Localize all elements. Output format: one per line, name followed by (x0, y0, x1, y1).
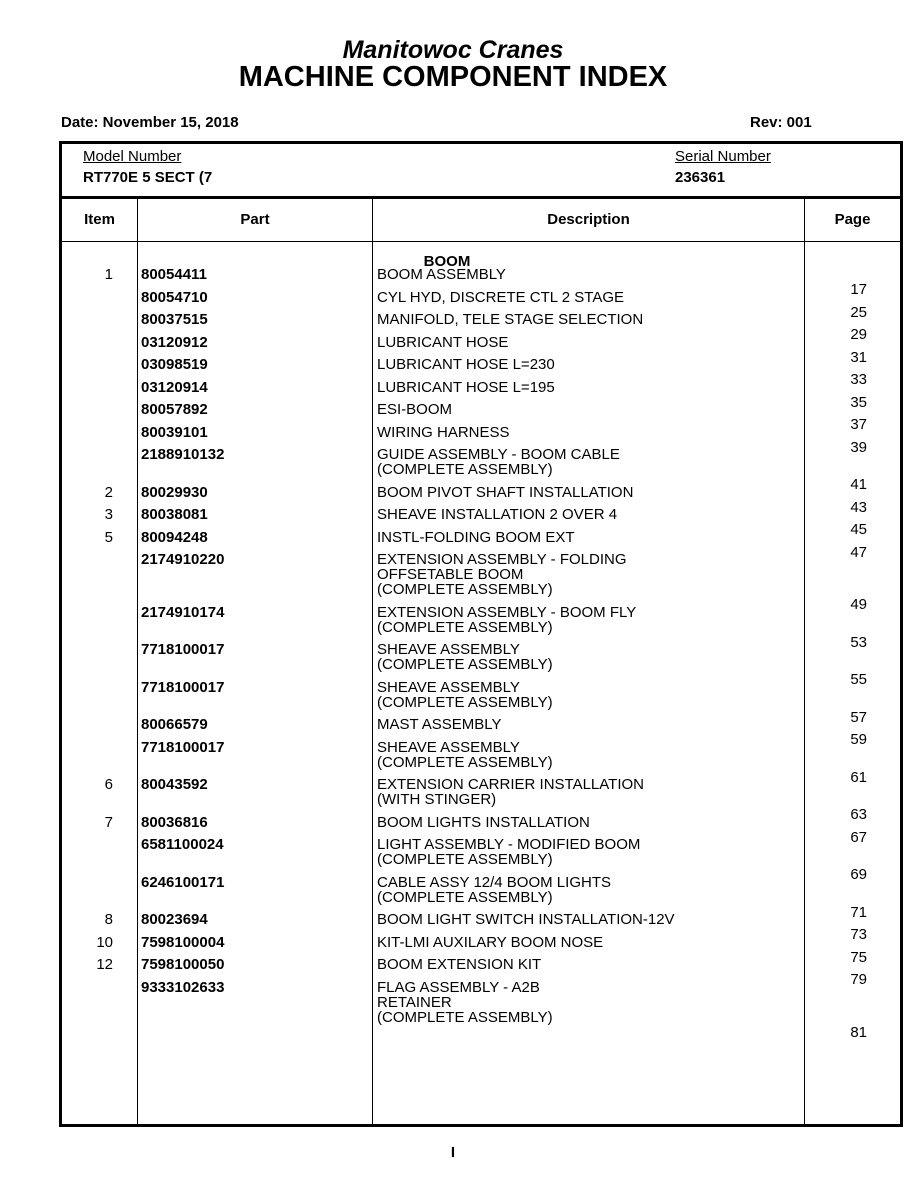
description-line: SHEAVE INSTALLATION 2 OVER 4 (377, 506, 618, 523)
description-line: (COMPLETE ASSEMBLY) (377, 1008, 553, 1026)
part-description (377, 335, 797, 350)
description-line: FLAG ASSEMBLY - A2B (377, 978, 540, 996)
item-number: 1 (104, 266, 113, 283)
part-number: 03098519 (141, 356, 208, 373)
item-number: 8 (104, 911, 113, 928)
part-number: 03120914 (141, 378, 208, 396)
description-line: MANIFOLD, TELE STAGE SELECTION (377, 311, 644, 328)
description-line: (COMPLETE ASSEMBLY) (377, 693, 553, 711)
document-date: Date: November 15, 2018 (61, 114, 239, 131)
item-number: 2 (104, 483, 113, 501)
page-reference: 47 (850, 543, 867, 561)
table-body (62, 266, 900, 1041)
part-description (377, 680, 797, 710)
company-name: Manitowoc Cranes (342, 36, 564, 64)
part-number: 7598100004 (141, 933, 225, 951)
part-description (377, 717, 797, 732)
page-reference: 73 (850, 926, 867, 943)
description-line: KIT-LMI AUXILARY BOOM NOSE (377, 933, 604, 951)
revision-number: Rev: 001 (750, 114, 812, 131)
page-reference: 33 (850, 371, 867, 388)
model-number-label: Model Number (83, 148, 182, 165)
description-line: LUBRICANT HOSE (377, 333, 509, 351)
table-row (62, 641, 900, 688)
description-line: (COMPLETE ASSEMBLY) (377, 581, 553, 598)
part-description (377, 267, 797, 282)
part-number: 6246100171 (141, 873, 225, 891)
page-reference: 55 (850, 671, 867, 688)
part-description (377, 642, 797, 672)
description-line: BOOM ASSEMBLY (377, 266, 506, 283)
page-reference: 75 (850, 948, 867, 966)
document-title: MACHINE COMPONENT INDEX (238, 61, 668, 93)
part-number: 7718100017 (141, 678, 225, 696)
description-line: INSTL-FOLDING BOOM EXT (377, 528, 575, 546)
item-number: 3 (104, 506, 113, 523)
part-description (377, 530, 797, 545)
page-reference: 63 (850, 806, 867, 823)
page-reference: 17 (850, 281, 867, 298)
part-description (377, 837, 797, 867)
description-line: OFFSETABLE BOOM (377, 566, 524, 583)
description-line: (COMPLETE ASSEMBLY) (377, 461, 553, 478)
description-line: LUBRICANT HOSE L=230 (377, 356, 555, 373)
serial-number-label: Serial Number (675, 148, 771, 165)
part-number: 80029930 (141, 483, 208, 501)
part-number: 80036816 (141, 813, 208, 831)
part-description (377, 357, 797, 372)
description-line: LIGHT ASSEMBLY - MODIFIED BOOM (377, 836, 641, 853)
description-line: ESI-BOOM (377, 401, 453, 418)
part-number: 2174910220 (141, 551, 225, 568)
part-description (377, 740, 797, 770)
page-reference: 57 (850, 708, 867, 726)
page-reference: 41 (850, 476, 867, 493)
item-number: 6 (104, 776, 113, 793)
page-reference: 29 (850, 326, 867, 343)
column-header-part: Part (240, 211, 270, 228)
part-number: 2188910132 (141, 446, 225, 463)
part-number: 80054411 (141, 266, 207, 283)
item-number: 5 (104, 528, 113, 546)
part-number: 80057892 (141, 401, 208, 418)
part-number: 7718100017 (141, 738, 225, 756)
part-description (377, 290, 797, 305)
part-description (377, 380, 797, 395)
page-reference: 45 (850, 521, 867, 538)
description-line: SHEAVE ASSEMBLY (377, 738, 520, 756)
description-line: LUBRICANT HOSE L=195 (377, 378, 555, 396)
page-reference: 25 (850, 303, 867, 321)
description-line: BOOM PIVOT SHAFT INSTALLATION (377, 483, 634, 501)
part-number: 80037515 (141, 311, 208, 328)
part-description (377, 507, 797, 522)
description-line: RETAINER (377, 993, 452, 1011)
part-description (377, 447, 797, 477)
header-divider (62, 196, 900, 199)
part-number: 6581100024 (141, 836, 224, 853)
part-description (377, 912, 797, 927)
part-description (377, 425, 797, 440)
part-number: 9333102633 (141, 978, 225, 996)
page-reference: 39 (850, 438, 867, 456)
part-description (377, 777, 797, 807)
description-line: (COMPLETE ASSEMBLY) (377, 888, 553, 906)
part-number: 80054710 (141, 288, 208, 306)
part-number: 03120912 (141, 333, 208, 351)
description-line: CYL HYD, DISCRETE CTL 2 STAGE (377, 288, 624, 306)
description-line: (COMPLETE ASSEMBLY) (377, 851, 553, 868)
page-reference: 31 (850, 348, 867, 366)
part-description (377, 312, 797, 327)
column-header-page: Page (834, 211, 871, 228)
part-number: 80038081 (141, 506, 208, 523)
page-reference: 79 (850, 971, 867, 988)
part-description (377, 980, 797, 1025)
item-number: 7 (104, 813, 113, 831)
part-description (377, 402, 797, 417)
part-number: 7598100050 (141, 956, 225, 973)
part-description (377, 485, 797, 500)
description-line: GUIDE ASSEMBLY - BOOM CABLE (377, 446, 620, 463)
part-number: 2174910174 (141, 603, 225, 621)
component-index-table (59, 141, 903, 1127)
part-number: 7718100017 (141, 641, 225, 658)
part-number: 80039101 (141, 423, 208, 441)
part-description (377, 605, 797, 635)
description-line: (WITH STINGER) (377, 791, 497, 808)
page-reference: 67 (850, 828, 867, 846)
page-reference: 49 (850, 596, 867, 613)
item-number: 12 (96, 956, 113, 973)
column-header-item: Item (84, 211, 115, 228)
description-line: BOOM LIGHTS INSTALLATION (377, 813, 590, 831)
part-description (377, 957, 797, 972)
description-line: EXTENSION ASSEMBLY - BOOM FLY (377, 603, 637, 621)
page-reference: 35 (850, 393, 867, 411)
page-reference: 71 (850, 903, 867, 921)
page-reference: 61 (850, 768, 867, 786)
column-header-divider (62, 241, 900, 242)
part-description (377, 935, 797, 950)
description-line: SHEAVE ASSEMBLY (377, 678, 520, 696)
page-number: I (450, 1144, 456, 1161)
description-line: (COMPLETE ASSEMBLY) (377, 618, 553, 636)
serial-number-value: 236361 (675, 169, 726, 186)
description-line: WIRING HARNESS (377, 423, 510, 441)
description-line: EXTENSION CARRIER INSTALLATION (377, 776, 644, 793)
description-line: EXTENSION ASSEMBLY - FOLDING (377, 551, 627, 568)
part-description (377, 552, 797, 597)
part-number: 80094248 (141, 528, 208, 546)
page-reference: 53 (850, 633, 867, 651)
item-number: 10 (96, 933, 113, 951)
page-reference: 59 (850, 731, 867, 748)
column-header-description: Description (547, 211, 630, 228)
description-line: BOOM EXTENSION KIT (377, 956, 542, 973)
section-title: BOOM (423, 253, 471, 270)
description-line: MAST ASSEMBLY (377, 716, 502, 733)
description-line: (COMPLETE ASSEMBLY) (377, 656, 553, 673)
description-line: BOOM LIGHT SWITCH INSTALLATION-12V (377, 911, 675, 928)
description-line: (COMPLETE ASSEMBLY) (377, 753, 553, 771)
page-reference: 81 (850, 1023, 867, 1041)
model-number-value: RT770E 5 SECT (7 (83, 169, 213, 186)
part-number: 80043592 (141, 776, 208, 793)
description-line: SHEAVE ASSEMBLY (377, 641, 520, 658)
description-line: CABLE ASSY 12/4 BOOM LIGHTS (377, 873, 611, 891)
page-reference: 69 (850, 866, 867, 883)
part-number: 80023694 (141, 911, 208, 928)
part-description (377, 815, 797, 830)
part-description (377, 875, 797, 905)
page-reference: 37 (850, 416, 867, 433)
page-reference: 43 (850, 498, 867, 516)
part-number: 80066579 (141, 716, 208, 733)
